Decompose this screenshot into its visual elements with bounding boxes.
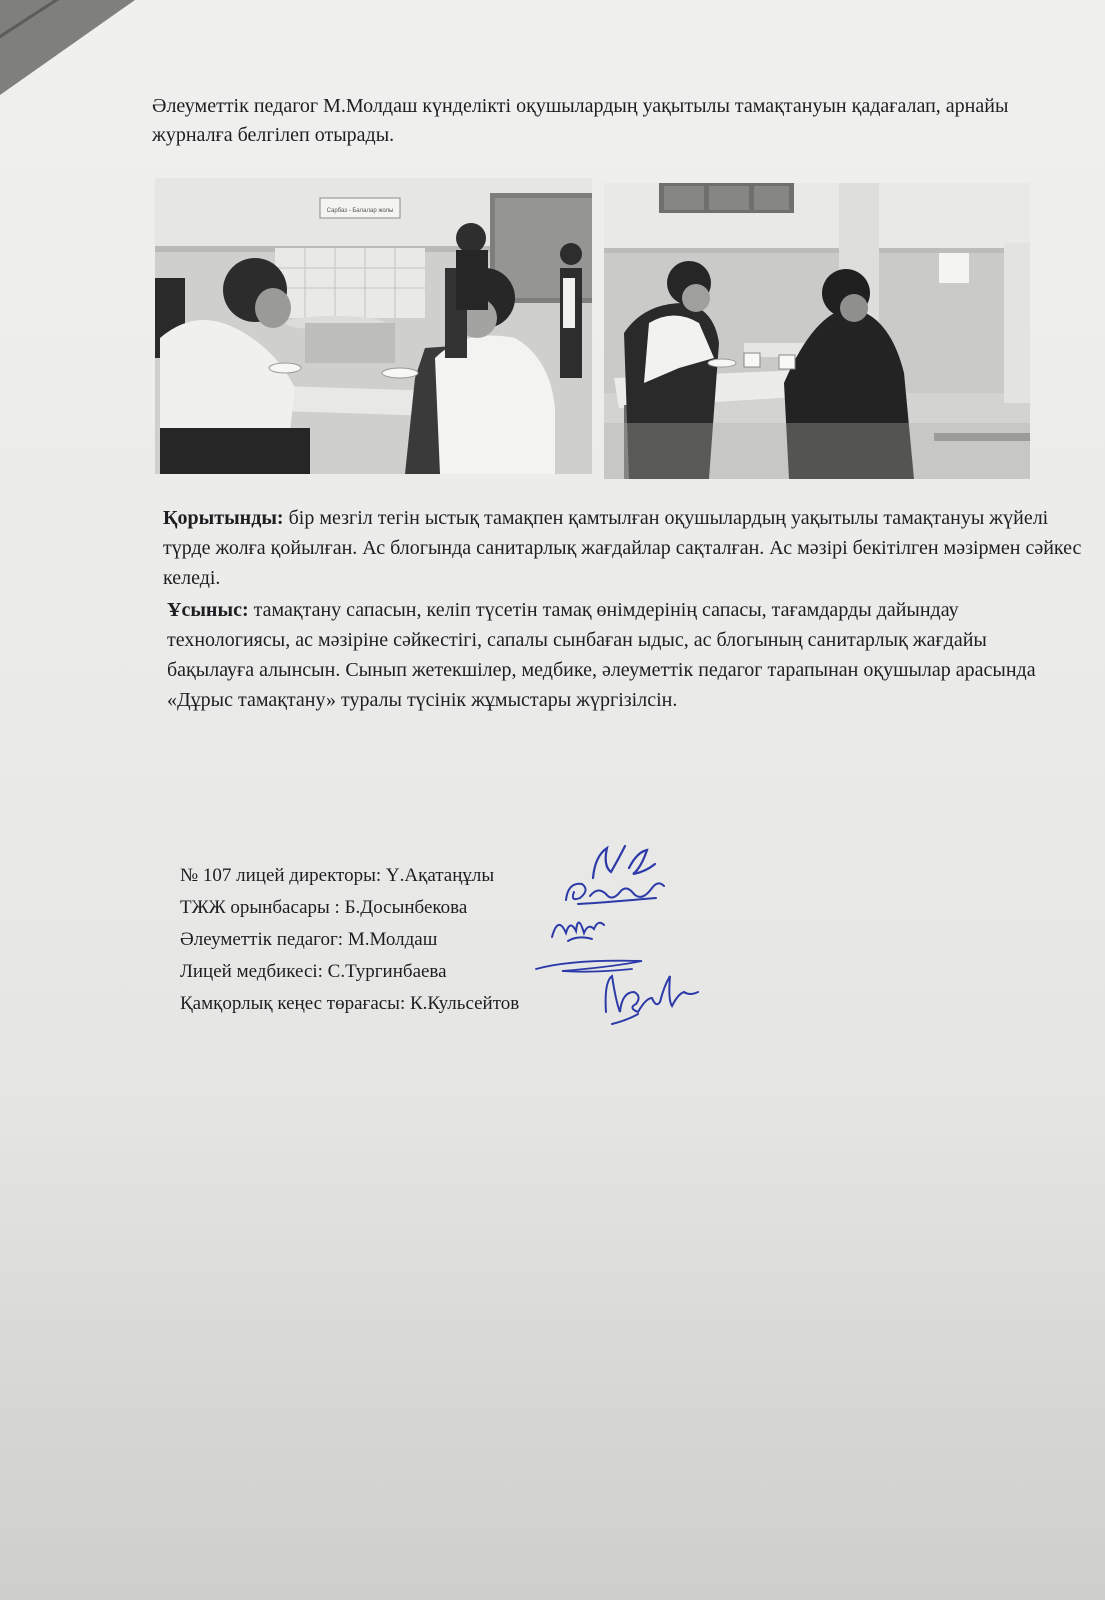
- canteen-photo-right-image: [604, 183, 1030, 479]
- conclusion-label: Қорытынды:: [163, 507, 284, 529]
- canteen-photo-right: [604, 183, 1030, 479]
- signature-council-chair: [598, 962, 708, 1032]
- conclusion-text: бір мезгіл тегін ыстық тамақпен қамтылған оқушылардың уақытылы тамақтануы жүйелі түрде жолға қойылған. Ас блогында санитарлық жағдайлар сақталған. Ас мәзірі бекітілген мәзірмен сәйкес келеді.: [163, 507, 1082, 589]
- intro-paragraph: Әлеуметтік педагог М.Молдаш күнделікті оқушылардың уақытылы тамақтануын қадағалап, арнайы журналға белгілеп отырады.: [152, 95, 1009, 146]
- signatory-director: № 107 лицей директоры: Ү.Ақатаңұлы: [180, 865, 495, 886]
- suggestion-paragraph: [167, 595, 1067, 715]
- signatory-deputy: ТЖЖ орынбасары : Б.Досынбекова: [180, 897, 468, 918]
- signatory-nurse: Лицей медбикесі: С.Тургинбаева: [180, 961, 447, 982]
- conclusion-paragraph: [163, 503, 1098, 593]
- suggestion-label: Ұсыныс:: [167, 599, 249, 621]
- canteen-photo-left: [155, 178, 592, 474]
- suggestion-text: тамақтану сапасын, келіп түсетін тамақ өнімдерінің сапасы, тағамдарды дайындау технологиясы, ас мәзіріне сәйкестігі, сапалы сынбаған ыдыс, ас блогының санитарлық жағдайы бақылауға алынсын. Сынып жетекшілер, медбике, әлеуметтік педагог тарапынан оқушылар арасында «Дұрыс тамақтану» туралы түсінік жұмыстары жүргізілсін.: [167, 599, 1036, 711]
- signatory-council-chair: Қамқорлық кеңес төрағасы: К.Кульсейтов: [180, 993, 520, 1014]
- page-shading: [0, 1100, 1105, 1600]
- wall-sign-text: Сарбаз - Балалар жолы: [326, 208, 394, 214]
- signatory-social-pedagogue: Әлеуметтік педагог: М.Молдаш: [180, 929, 438, 950]
- page-corner-shadow: [0, 0, 135, 95]
- canteen-photo-left-image: [155, 178, 592, 474]
- signature-social-pedagogue: [548, 905, 608, 947]
